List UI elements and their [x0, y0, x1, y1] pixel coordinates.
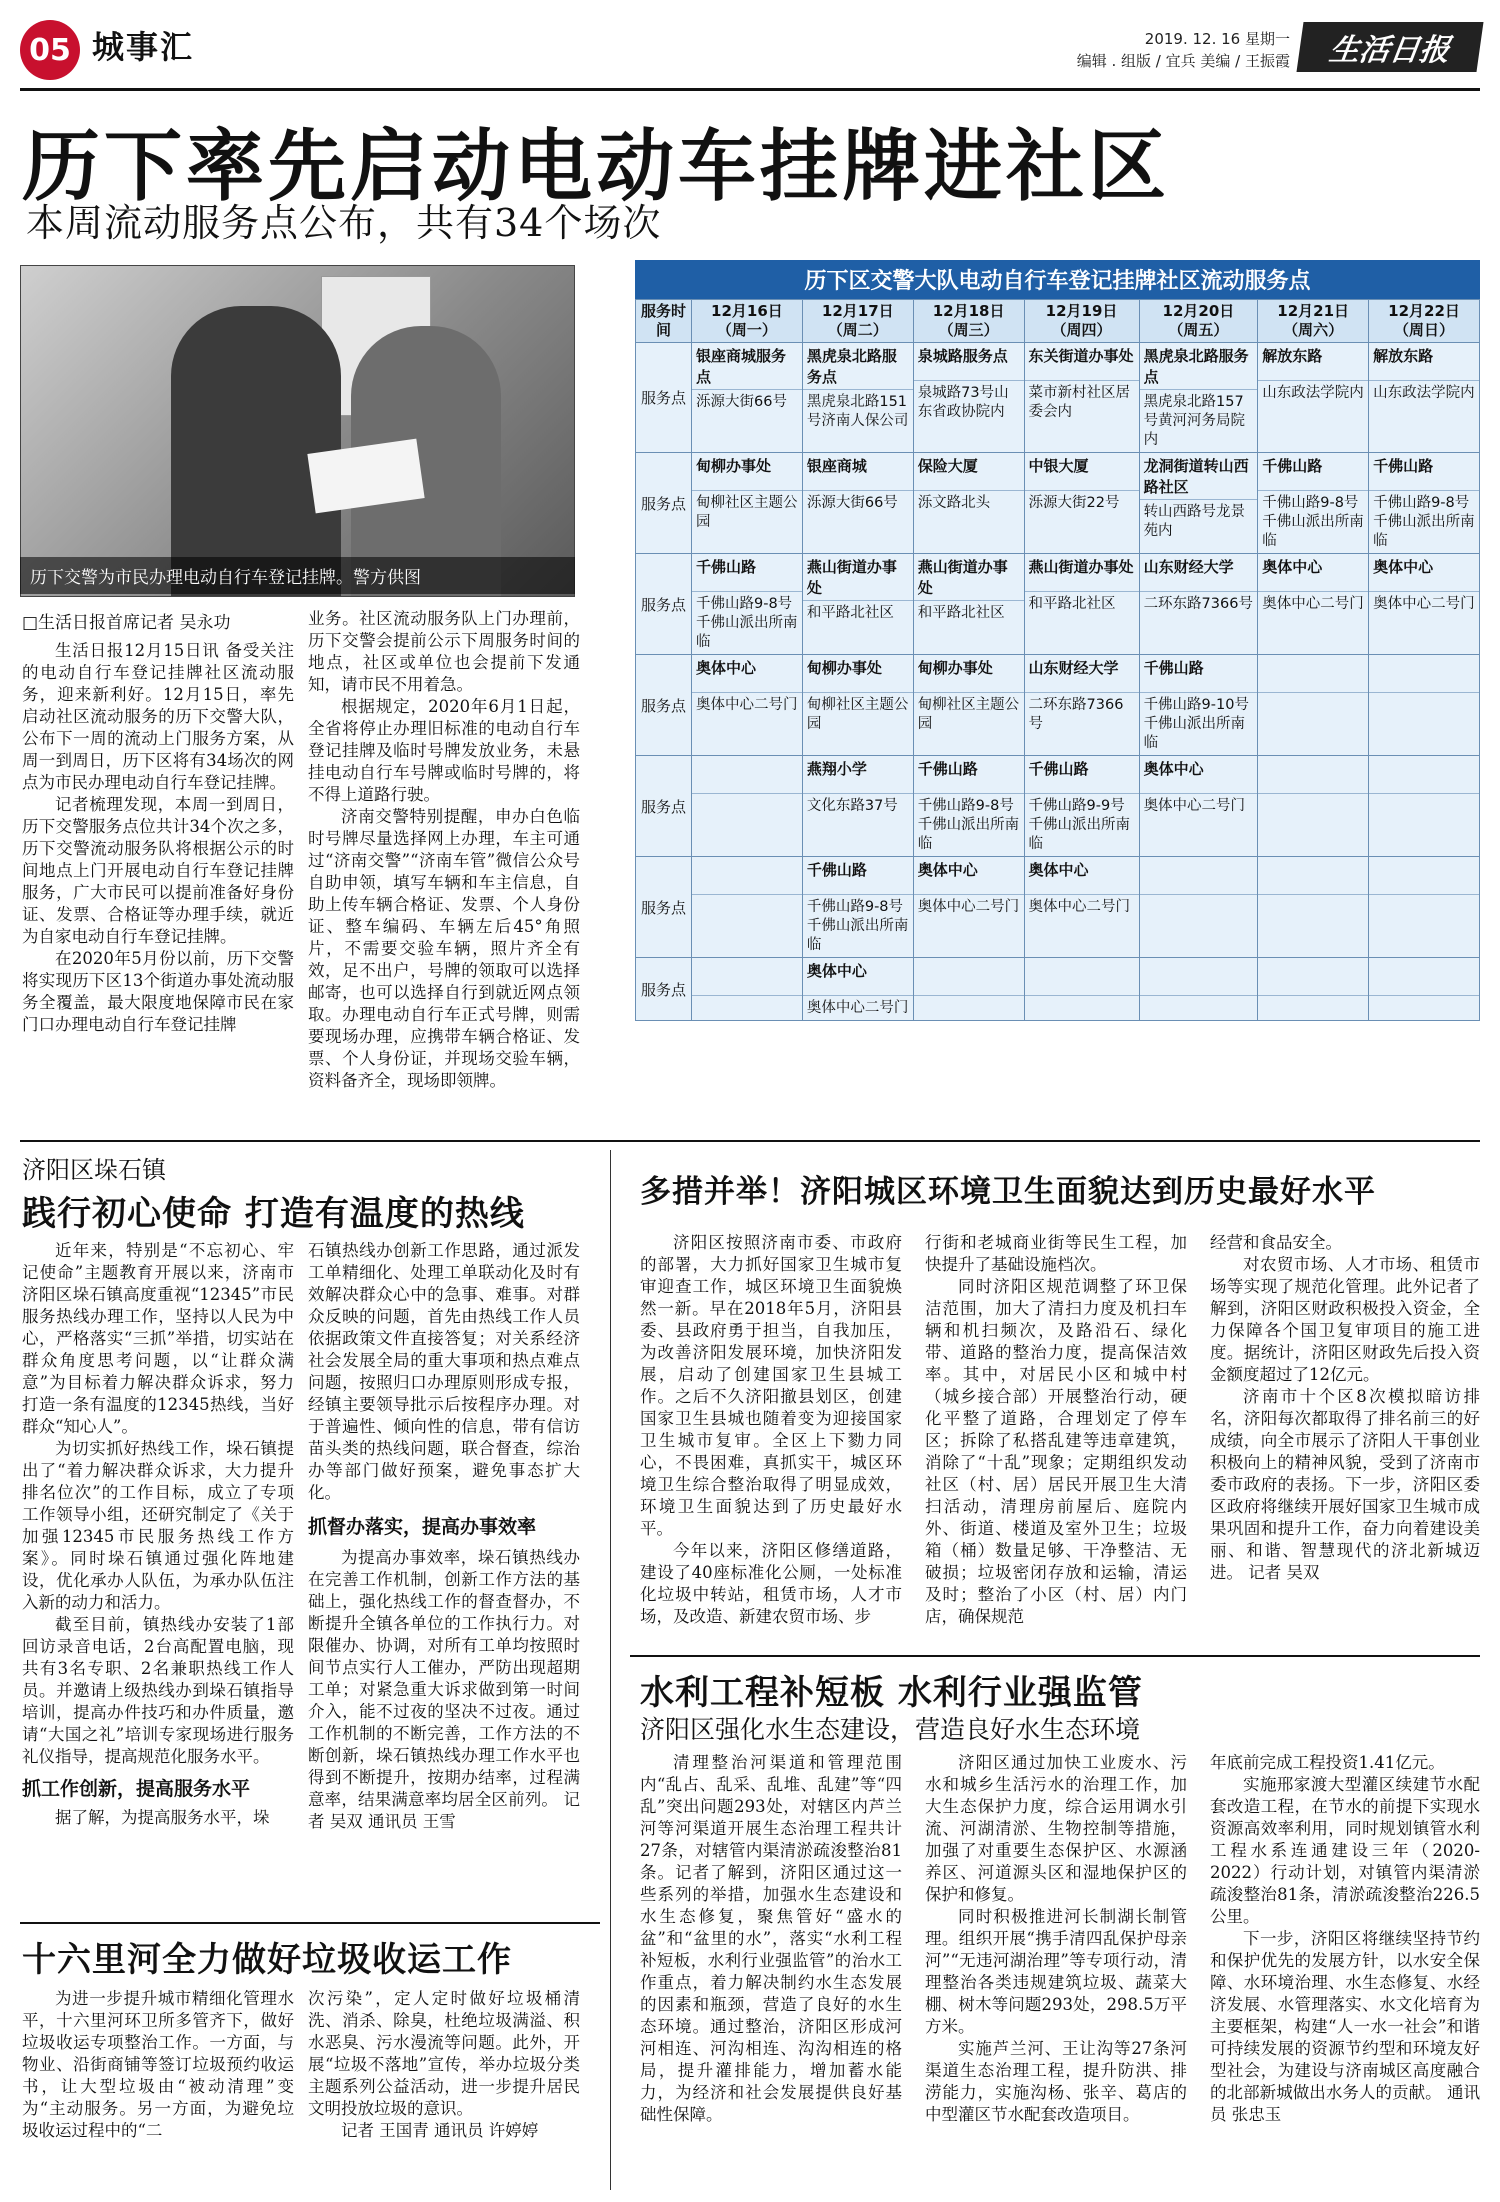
service-point-name: 燕翔小学 — [803, 756, 913, 794]
schedule-cell — [913, 554, 1024, 655]
paragraph: 截至目前，镇热线办安装了1部回访录音电话，2台高配置电脑，现共有3名专职、2名兼职热线工作人员。并邀请上级热线办到垛石镇指导培训，提高办件技巧和办件质量，邀请“大国之礼”培训专家现场进行服务礼仪指导，提高规范化服务水平。 — [22, 1615, 294, 1766]
hotline-subheading: 抓督办落实，提高办事效率 — [308, 1516, 537, 1538]
schedule-day: 12月21日 （周六） — [1258, 300, 1369, 343]
page-number-badge: 05 — [20, 20, 80, 80]
service-point-address: 山东政法学院内 — [1262, 385, 1364, 401]
schedule-cell — [802, 857, 913, 958]
service-point-address: 千佛山路9-10号千佛山派出所南临 — [1143, 697, 1249, 751]
water-column-2 — [925, 1752, 1187, 2126]
service-point-name: 奥体中心 — [914, 857, 1024, 895]
paragraph: 行街和老城商业街等民生工程，加快提升了基础设施档次。 — [925, 1233, 1187, 1274]
service-point-address: 二环东路7366号 — [1143, 596, 1253, 612]
hotline-column-1 — [22, 1240, 294, 1829]
service-point-name — [1140, 958, 1258, 996]
schedule-day: 12月16日 （周一） — [692, 300, 803, 343]
service-point-address: 千佛山路9-8号千佛山派出所南临 — [1373, 495, 1475, 549]
garbage-column-2 — [308, 1988, 580, 2142]
schedule-cell — [692, 655, 803, 756]
service-point-name: 燕山街道办事处 — [803, 554, 913, 601]
schedule-cell — [1258, 655, 1369, 756]
schedule-cell — [692, 554, 803, 655]
schedule-cell — [802, 756, 913, 857]
service-point-address: 转山西路号龙景苑内 — [1143, 504, 1246, 539]
service-point-address: 泺源大街66号 — [806, 495, 898, 511]
service-point-name: 黑虎泉北路服务点 — [1140, 343, 1258, 390]
paragraph: 济阳区通过加快工业废水、污水和城乡生活污水的治理工作，加大生态保护力度，综合运用调水引流、河湖清淤、生物控制等措施，加强了对重要生态保护区、水源涵养区、河道源头区和湿地保护区的保护和修复。 — [925, 1753, 1187, 1904]
news-photo — [20, 265, 575, 597]
service-point-name: 山东财经大学 — [1025, 655, 1139, 693]
schedule-row — [636, 958, 1480, 1021]
service-point-name: 中银大厦 — [1025, 453, 1139, 491]
schedule-cell — [913, 655, 1024, 756]
schedule-cell — [1139, 453, 1258, 554]
schedule-row-label: 服务点 — [636, 756, 692, 857]
sanitation-column-3 — [1210, 1232, 1480, 1584]
service-point-name: 千佛山路 — [1025, 756, 1139, 794]
schedule-cell — [1369, 655, 1480, 756]
schedule-day: 12月17日 （周二） — [802, 300, 913, 343]
paragraph: 在2020年5月份以前，历下交警将实现历下区13个街道办事处流动服务全覆盖，最大限度地保障市民在家门口办理电动自行车登记挂牌 — [22, 949, 294, 1034]
service-point-name: 奥体中心 — [803, 958, 913, 996]
paragraph: 清理整治河渠道和管理范围内“乱占、乱采、乱堆、乱建”等“四乱”突出问题293处，对辖区内芦兰河等河渠道开展生态治理工程共计27条，对辖管内渠清淤疏浚整治81条。记者了解到，济阳区通过这一些系列的举措，加强水生态建设和水生态修复，聚焦管好“盛水的盆”和“盆里的水”，落实“水利工程补短板，水利行业强监管”的治水工作重点，着力解决制约水生态发展的因素和瓶颈，营造了良好的水生态环境。通过整治，济阳区形成河河相连、河沟相连、沟沟相连的格局，提升灌排能力，增加蓄水能力，为经济和社会发展提供良好基础性保障。 — [640, 1753, 902, 2124]
service-point-name: 千佛山路 — [1140, 655, 1258, 693]
service-point-name: 奥体中心 — [1369, 554, 1479, 592]
service-point-address: 泺源大街22号 — [1028, 495, 1120, 511]
service-point-address: 奥体中心二号门 — [1143, 798, 1246, 814]
schedule-cell — [1258, 958, 1369, 1021]
schedule-row-label: 服务点 — [636, 857, 692, 958]
service-point-address: 菜市新村社区居委会内 — [1028, 385, 1131, 420]
schedule-cell — [692, 958, 803, 1021]
water-column-3 — [1210, 1752, 1480, 2126]
schedule-cell — [1369, 453, 1480, 554]
schedule-cell — [1258, 343, 1369, 453]
section-rule — [20, 1922, 600, 1924]
paragraph: 近年来，特别是“不忘初心、牢记使命”主题教育开展以来，济南市济阳区垛石镇高度重视“12345”市民服务热线办理工作，坚持以人民为中心，严格落实“三抓”举措，切实站在群众角度思考问题，以“让群众满意”为目标着力解决群众诉求，努力打造一条有温度的12345热线，当好群众“知心人”。 — [22, 1241, 294, 1436]
edition-meta — [1077, 28, 1290, 72]
service-point-name: 燕山街道办事处 — [1025, 554, 1139, 592]
schedule-row-label: 服务点 — [636, 343, 692, 453]
garbage-headline: 十六里河全力做好垃圾收运工作 — [22, 1940, 512, 1980]
issue-date: 2019. 12. 16 星期一 — [1144, 30, 1290, 48]
schedule-cell — [1024, 655, 1139, 756]
schedule-cell — [1369, 756, 1480, 857]
sanitation-column-2 — [925, 1232, 1187, 1628]
service-point-name: 银座商城 — [803, 453, 913, 491]
section-rule — [630, 1655, 1480, 1657]
paragraph: 为切实抓好热线工作，垛石镇提出了“着力解决群众诉求，大力提升排名位次”的工作目标，成立了专项工作领导小组，还研究制定了《关于加强12345市民服务热线工作方案》。同时垛石镇通过强化阵地建设，优化承办人队伍，为承办队伍注入新的动力和活力。 — [22, 1439, 294, 1612]
schedule-header-row — [636, 300, 1480, 343]
paragraph: 年底前完成工程投资1.41亿元。 — [1210, 1753, 1445, 1772]
schedule-cell — [1024, 756, 1139, 857]
paragraph: 业务。社区流动服务队上门办理前，历下交警会提前公示下周服务时间的地点，社区或单位也会提前下发通知，请市民不用着急。 — [308, 609, 580, 694]
service-point-address: 甸柳社区主题公园 — [696, 495, 798, 530]
schedule-corner: 服务时间 — [636, 300, 692, 343]
service-point-name — [1258, 756, 1368, 794]
service-point-name — [1258, 857, 1368, 895]
service-point-name: 千佛山路 — [1258, 453, 1368, 491]
service-point-name — [1258, 655, 1368, 693]
paragraph: 济南市十个区8次模拟暗访排名，济阳每次都取得了排名前三的好成绩，向全市展示了济阳人干事创业积极向上的精神风貌，受到了济南市委市政府的表扬。下一步，济阳区委区政府将继续开展好国家卫生城市成果巩固和提升工作，奋力向着建设美丽、和谐、智慧现代的济北新城迈进。 记者 吴双 — [1210, 1387, 1480, 1582]
service-point-address: 奥体中心二号门 — [1373, 596, 1475, 612]
paragraph: 记者梳理发现，本周一到周日，历下交警服务点位共计34个次之多，历下交警流动服务队将根据公示的时间地点上门开展电动自行车登记挂牌服务，广大市民可以提前准备好身份证、发票、合格证等办理手续，就近为自家电动自行车登记挂牌。 — [22, 795, 294, 946]
service-point-name — [1369, 958, 1479, 996]
schedule-day: 12月19日 （周四） — [1024, 300, 1139, 343]
service-point-name: 甸柳办事处 — [914, 655, 1024, 693]
service-point-name — [1369, 655, 1479, 693]
water-column-1 — [640, 1752, 902, 2126]
section-rule — [20, 1140, 1480, 1142]
service-point-name: 奥体中心 — [1258, 554, 1368, 592]
paragraph: 同时济阳区规范调整了环卫保洁范围，加大了清扫力度及机扫车辆和机扫频次，及路沿石、绿化带、道路的整治力度，提高保洁效率。其中，对居民小区和城中村（城乡接合部）开展整治行动，硬化平整了道路，合理划定了停车区；拆除了私搭乱建等违章建筑，消除了“十乱”现象；定期组织发动社区（村、居）居民开展卫生大清扫活动，清理房前屋后、庭院内外、街道、楼道及室外卫生；垃圾箱（桶）数量足够、干净整洁、无破损；垃圾密闭存放和运输，清运及时；整治了小区（村、居）内门店，确保规范 — [925, 1277, 1187, 1626]
garbage-byline: 记者 王国青 通讯员 许婷婷 — [341, 2121, 539, 2140]
schedule-cell — [1369, 343, 1480, 453]
schedule-cell — [913, 756, 1024, 857]
schedule-cell — [1139, 554, 1258, 655]
paragraph: 实施邢家渡大型灌区续建节水配套改造工程，在节水的前提下实现水资源高效率利用，同时规划镇管水利工程水系连通建设三年（2020-2022）行动计划，对镇管内渠清淤疏浚整治81条，清淤疏浚整治226.5公里。 — [1210, 1775, 1480, 1926]
header-rule — [20, 88, 1480, 91]
service-point-address: 千佛山路9-8号千佛山派出所南临 — [806, 899, 909, 953]
newspaper-logo: 生活日报 — [1296, 22, 1483, 72]
service-point-name — [1258, 958, 1368, 996]
lead-headline: 历下率先启动电动车挂牌进社区 — [22, 122, 1171, 212]
service-point-address: 甸柳社区主题公园 — [917, 697, 1020, 732]
schedule-cell — [913, 958, 1024, 1021]
lead-subheadline: 本周流动服务点公布，共有34个场次 — [26, 201, 662, 245]
service-point-name: 解放东路 — [1369, 343, 1479, 381]
service-point-name: 千佛山路 — [1369, 453, 1479, 491]
service-point-address: 奥体中心二号门 — [1028, 899, 1131, 915]
schedule-cell — [1258, 756, 1369, 857]
service-point-name — [692, 857, 802, 895]
hotline-headline: 践行初心使命 打造有温度的热线 — [22, 1194, 525, 1234]
service-point-name: 山东财经大学 — [1140, 554, 1258, 592]
service-point-name: 甸柳办事处 — [692, 453, 802, 491]
paragraph: 对农贸市场、人才市场、租赁市场等实现了规范化管理。此外记者了解到，济阳区财政积极投入资金，全力保障各个国卫复审项目的施工进度。据统计，济阳区财政先后投入资金额度超过了12亿元。 — [1210, 1255, 1480, 1384]
service-point-address: 奥体中心二号门 — [917, 899, 1020, 915]
schedule-table — [635, 260, 1480, 1021]
schedule-cell — [802, 453, 913, 554]
schedule-cell — [913, 453, 1024, 554]
schedule-cell — [1024, 857, 1139, 958]
schedule-cell — [913, 857, 1024, 958]
paragraph: 同时积极推进河长制湖长制管理。组织开展“携手清四乱保护母亲河”“无违河湖治理”等专项行动，清理整治各类违规建筑垃圾、蔬菜大棚、树木等问题293处，298.5万平方米。 — [925, 1907, 1187, 2036]
service-point-name: 燕山街道办事处 — [914, 554, 1024, 601]
schedule-row — [636, 857, 1480, 958]
service-point-name: 龙洞街道转山西路社区 — [1140, 453, 1258, 500]
section-title: 城事汇 — [92, 28, 195, 66]
hotline-column-2 — [308, 1240, 580, 1833]
sanitation-headline: 多措并举！济阳城区环境卫生面貌达到历史最好水平 — [640, 1174, 1376, 1210]
service-point-name — [1369, 756, 1479, 794]
service-point-address: 泺源大街66号 — [696, 394, 787, 410]
service-point-address: 奥体中心二号门 — [696, 697, 798, 713]
schedule-cell — [1258, 857, 1369, 958]
schedule-cell — [1024, 554, 1139, 655]
schedule-row-label: 服务点 — [636, 958, 692, 1021]
service-point-name — [692, 958, 802, 996]
service-point-address: 千佛山路9-8号千佛山派出所南临 — [917, 798, 1020, 852]
schedule-row — [636, 756, 1480, 857]
service-point-name — [1025, 958, 1139, 996]
paragraph: 济南交警特别提醒，申办白色临时号牌尽量选择网上办理，车主可通过“济南交警”“济南车管”微信公众号自助申领，填写车辆和车主信息，自助上传车辆合格证、发票、个人身份证、整车编码、车辆左后45°角照片，不需要交验车辆，照片齐全有效，足不出户，号牌的领取可以选择邮寄，也可以选择自行到就近网点领取。办理电动自行车正式号牌，则需要现场办理，应携带车辆合格证、发票、个人身份证，并现场交验车辆，资料备齐全，现场即领牌。 — [308, 807, 580, 1090]
service-point-name — [1140, 857, 1258, 895]
schedule-cell — [802, 554, 913, 655]
paragraph: 据了解，为提高服务水平，垛 — [55, 1808, 270, 1827]
schedule-body — [636, 343, 1480, 1021]
service-point-name — [692, 756, 802, 794]
paragraph: 今年以来，济阳区修缮道路，建设了40座标准化公厕，一处标准化垃圾中转站，租赁市场，人才市场，及改造、新建农贸市场、步 — [640, 1541, 902, 1626]
service-point-address: 山东政法学院内 — [1373, 385, 1475, 401]
service-point-name: 千佛山路 — [914, 756, 1024, 794]
schedule-cell — [802, 343, 913, 453]
lead-column-1 — [22, 640, 294, 1036]
service-point-address: 奥体中心二号门 — [806, 1000, 909, 1016]
paragraph: 石镇热线办创新工作思路，通过派发工单精细化、处理工单联动化及时有效解决群众心中的急事、难事。对群众反映的问题，首先由热线工作人员依据政策文件直接答复；对关系经济社会发展全局的重大事项和热点难点问题，按照归口办理原则形成专报，经镇主要领导批示后按程序办理。对于普遍性、倾向性的信息，带有信访苗头类的热线问题，联合督查，综治办等部门做好预案，避免事态扩大化。 — [308, 1241, 580, 1502]
service-point-name: 解放东路 — [1258, 343, 1368, 381]
schedule-cell — [1024, 343, 1139, 453]
service-point-address: 泉城路73号山东省政协院内 — [917, 385, 1009, 420]
schedule-cell — [1139, 655, 1258, 756]
service-point-name — [914, 958, 1024, 996]
paragraph: 经营和食品安全。 — [1210, 1233, 1342, 1252]
garbage-column-1 — [22, 1988, 294, 2142]
hotline-subheading: 抓工作创新，提高服务水平 — [22, 1778, 251, 1800]
sanitation-column-1 — [640, 1232, 902, 1628]
schedule-day: 12月20日 （周五） — [1139, 300, 1258, 343]
schedule-cell — [1369, 554, 1480, 655]
schedule-row — [636, 554, 1480, 655]
paragraph: 次污染”，定人定时做好垃圾桶清洗、消杀、除臭，杜绝垃圾满溢、积水恶臭、污水漫流等问题。此外，开展“垃圾不落地”宣传，举办垃圾分类主题系列公益活动，进一步提升居民文明投放垃圾的意识。 — [308, 1989, 580, 2118]
service-point-name: 东关街道办事处 — [1025, 343, 1139, 381]
paragraph: 下一步，济阳区将继续坚持节约和保护优先的发展方针，以水安全保障、水环境治理、水生态修复、水经济发展、水管理落实、水文化培育为主要框架，构建“人一水一社会”和谐可持续发展的资源节约型和环境友好型社会，为建设与济南城区高度融合的北部新城做出水务人的贡献。 通讯员 张忠玉 — [1210, 1929, 1480, 2124]
service-point-name: 千佛山路 — [692, 554, 802, 592]
schedule-title: 历下区交警大队电动自行车登记挂牌社区流动服务点 — [635, 260, 1480, 299]
schedule-day: 12月18日 （周三） — [913, 300, 1024, 343]
schedule-cell — [692, 343, 803, 453]
water-subheadline: 济阳区强化水生态建设，营造良好水生态环境 — [640, 1715, 1141, 1744]
paragraph: 为提高办事效率，垛石镇热线办在完善工作机制，创新工作方法的基础上，强化热线工作的督查督办，不断提升全镇各单位的工作执行力。对限催办、协调，对所有工单均按照时间节点实行人工催办，严防出现超期工单；对紧急重大诉求做到第一时间介入，能不过夜的坚决不过夜。通过工作机制的不断完善，工作方法的不断创新，垛石镇热线办理工作水平也得到不断提升，按期办结率，过程满意率，结果满意率均居全区前列。 记者 吴双 通讯员 王雪 — [308, 1548, 580, 1831]
service-point-name: 奥体中心 — [692, 655, 802, 693]
service-point-name: 泉城路服务点 — [914, 343, 1024, 381]
schedule-cell — [802, 958, 913, 1021]
schedule-row — [636, 453, 1480, 554]
service-point-name: 千佛山路 — [803, 857, 913, 895]
schedule-cell — [1369, 958, 1480, 1021]
schedule-cell — [913, 343, 1024, 453]
service-point-address: 千佛山路9-8号千佛山派出所南临 — [1262, 495, 1364, 549]
paragraph: 济阳区按照济南市委、市政府的部署，大力抓好国家卫生城市复审迎查工作，城区环境卫生面貌焕然一新。早在2018年5月，济阳县委、县政府勇于担当，自我加压，为改善济阳发展环境，加快济阳发展，启动了创建国家卫生县城工作。之后不久济阳撤县划区，创建国家卫生县城也随着变为迎接国家卫生城市复审。全区上下勠力同心，不畏困难，真抓实干，城区环境卫生综合整治取得了明显成效，环境卫生面貌达到了历史最好水平。 — [640, 1233, 902, 1538]
schedule-cell — [1139, 343, 1258, 453]
schedule-cell — [1139, 857, 1258, 958]
service-point-address: 和平路北社区 — [917, 605, 1005, 621]
schedule-row — [636, 655, 1480, 756]
service-point-name: 奥体中心 — [1025, 857, 1139, 895]
schedule-row-label: 服务点 — [636, 453, 692, 554]
schedule-cell — [1369, 857, 1480, 958]
service-point-address: 和平路北社区 — [1028, 596, 1116, 612]
service-point-name: 甸柳办事处 — [803, 655, 913, 693]
lead-column-2 — [308, 608, 580, 1092]
paragraph: 生活日报12月15日讯 备受关注的电动自行车登记挂牌社区流动服务，迎来新利好。12月15日，率先启动社区流动服务的历下交警大队，公布下一周的流动上门服务方案，从周一到周日，历下区将有34场次的网点为市民办理电动自行车登记挂牌。 — [22, 641, 294, 792]
schedule-row — [636, 343, 1480, 453]
schedule-cell — [1024, 958, 1139, 1021]
service-point-address: 甸柳社区主题公园 — [806, 697, 909, 732]
schedule-cell — [692, 857, 803, 958]
schedule-cell — [692, 453, 803, 554]
paragraph: 为进一步提升城市精细化管理水平，十六里河环卫所多管齐下，做好垃圾收运专项整治工作。一方面，与物业、沿街商铺等签订垃圾预约收运书，让大型垃圾由“被动清理”变为“主动服务。另一方面，为避免垃圾收运过程中的“二 — [22, 1989, 294, 2140]
service-point-name: 黑虎泉北路服务点 — [803, 343, 913, 390]
service-point-address: 黑虎泉北路151号济南人保公司 — [806, 394, 909, 429]
service-point-address: 黑虎泉北路157号黄河河务局院内 — [1143, 394, 1246, 448]
schedule-cell — [692, 756, 803, 857]
paragraph: 实施芦兰河、王让沟等27条河渠道生态治理工程，提升防洪、排涝能力，实施沟杨、张辛、葛店的中型灌区节水配套改造项目。 — [925, 2039, 1187, 2124]
photo-officer-figure — [171, 306, 341, 597]
service-point-name: 银座商城服务点 — [692, 343, 802, 390]
lead-byline: □生活日报首席记者 吴永功 — [22, 613, 231, 633]
paragraph: 根据规定，2020年6月1日起，全省将停止办理旧标准的电动自行车登记挂牌及临时号牌发放业务，未悬挂电动自行车号牌或临时号牌的，将不得上道路行驶。 — [308, 697, 580, 804]
schedule-cell — [1024, 453, 1139, 554]
schedule-row-label: 服务点 — [636, 655, 692, 756]
service-point-name: 保险大厦 — [914, 453, 1024, 491]
service-point-address: 千佛山路9-9号千佛山派出所南临 — [1028, 798, 1131, 852]
service-point-address: 奥体中心二号门 — [1262, 596, 1364, 612]
schedule-day: 12月22日 （周日） — [1369, 300, 1480, 343]
water-headline: 水利工程补短板 水利行业强监管 — [640, 1673, 1143, 1713]
schedule-cell — [1258, 554, 1369, 655]
service-point-address: 文化东路37号 — [806, 798, 898, 814]
service-point-address: 和平路北社区 — [806, 605, 894, 621]
schedule-cell — [1258, 453, 1369, 554]
column-divider — [610, 1150, 611, 2190]
editor-credits: 编辑 . 组版 / 宜兵 美编 / 王振霞 — [1076, 52, 1290, 70]
schedule-cell — [1139, 756, 1258, 857]
photo-caption: 历下交警为市民办理电动自行车登记挂牌。警方供图 — [20, 557, 575, 594]
service-point-name: 奥体中心 — [1140, 756, 1258, 794]
service-point-address: 泺文路北头 — [917, 495, 991, 511]
service-point-address: 千佛山路9-8号千佛山派出所南临 — [696, 596, 798, 650]
hotline-kicker: 济阳区垛石镇 — [22, 1156, 166, 1184]
schedule-row-label: 服务点 — [636, 554, 692, 655]
schedule-cell — [802, 655, 913, 756]
service-point-name — [1369, 857, 1479, 895]
schedule-cell — [1139, 958, 1258, 1021]
service-point-address: 二环东路7366号 — [1028, 697, 1124, 732]
